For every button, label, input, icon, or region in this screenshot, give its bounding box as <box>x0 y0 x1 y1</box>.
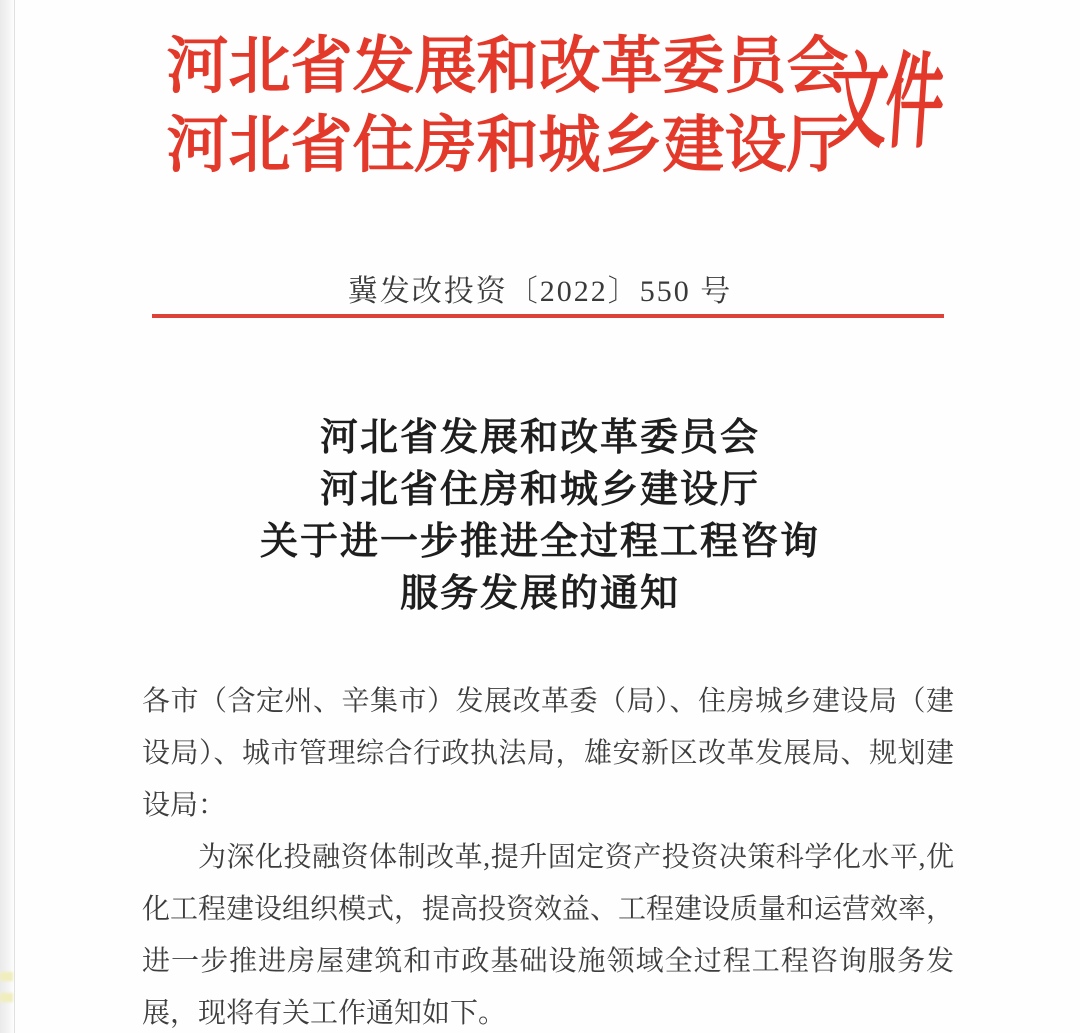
letterhead-red-rule <box>152 314 944 318</box>
letterhead-document-marker: 文件 <box>825 46 946 161</box>
document-reference-number: 冀发改投资〔2022〕550 号 <box>347 275 733 308</box>
letterhead-agency-line-2: 河北省住房和城乡建设厅 <box>166 112 849 180</box>
document-title-line-1: 河北省发展和改革委员会 <box>319 417 760 459</box>
document-title-line-4: 服务发展的通知 <box>399 573 680 615</box>
document-title-line-2: 河北省住房和城乡建设厅 <box>319 469 760 511</box>
letterhead-agency-names <box>165 28 850 186</box>
document-body <box>142 676 954 1033</box>
letterhead-agency-line-1: 河北省发展和改革委员会 <box>166 33 849 101</box>
scan-speck <box>0 993 13 1002</box>
document-letterhead <box>0 28 1080 218</box>
body-paragraph-1: 为深化投融资体制改革,提升固定资产投资决策科学化水平,优化工程建设组织模式，提高投资效益、工程建设质量和运营效率，进一步推进房屋建筑和市政基础设施领域全过程工程咨询服务发展，现将有关工作通知如下。 <box>142 842 955 1029</box>
document-title <box>0 412 1080 620</box>
addressee-paragraph: 各市（含定州、辛集市）发展改革委（局）、住房城乡建设局（建设局）、城市管理综合行政执法局，雄安新区改革发展局、规划建设局： <box>142 686 954 821</box>
scan-speck <box>0 972 13 981</box>
document-title-line-3: 关于进一步推进全过程工程咨询 <box>259 521 820 563</box>
